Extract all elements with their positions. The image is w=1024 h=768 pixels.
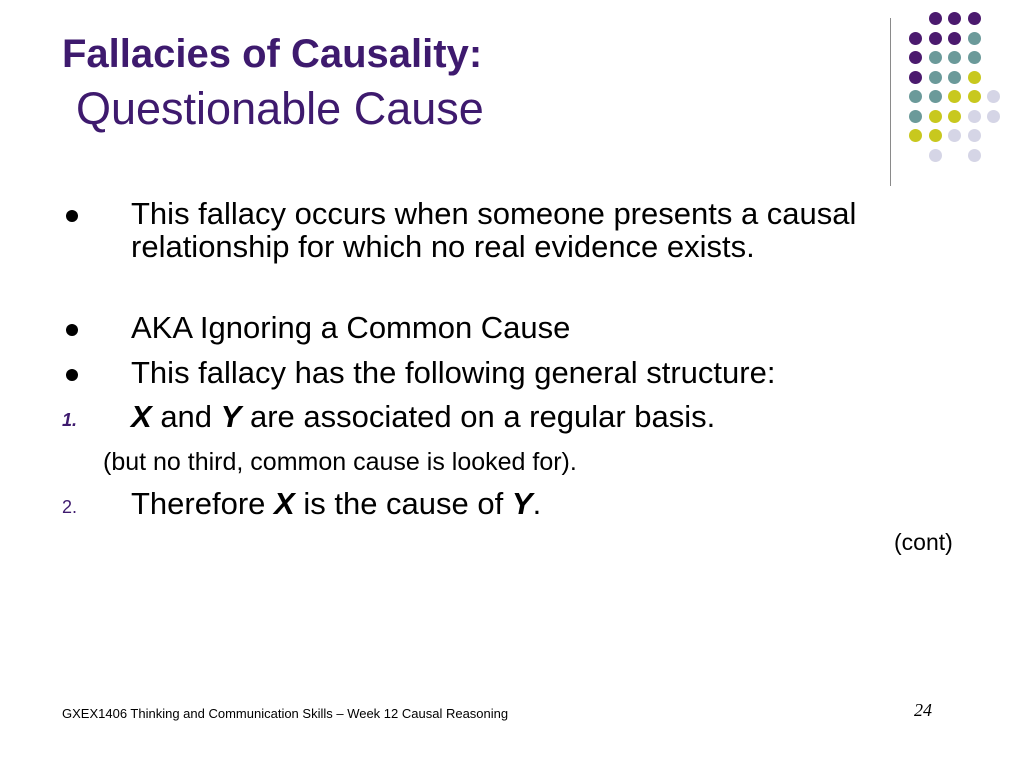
step-1-rest: are associated on a regular basis. — [249, 399, 716, 434]
bullet-1-text: This fallacy occurs when someone presents a causal relationship for which no real evidence exists. — [131, 196, 857, 264]
slide-footer: GXEX1406 Thinking and Communication Skills – Week 12 Causal Reasoning — [62, 706, 509, 721]
step-2-pre: Therefore — [131, 486, 266, 521]
step-2-end: . — [532, 486, 542, 521]
bullet-marker — [66, 369, 78, 381]
title-subtitle: Questionable Cause — [76, 83, 484, 134]
step-2-marker: 2. — [62, 497, 78, 517]
bullet-marker — [66, 210, 78, 222]
variable-x: X — [274, 486, 295, 521]
variable-y: Y — [511, 486, 533, 521]
variable-x: X — [131, 399, 152, 434]
step-1-text — [131, 400, 921, 433]
title-main: Fallacies of Causality: — [62, 32, 483, 76]
step-1-and: and — [160, 399, 213, 434]
step-1-note: (but no third, common cause is looked for). — [103, 448, 577, 476]
variable-y: Y — [220, 399, 242, 434]
step-2-text — [131, 487, 921, 520]
step-2-mid: is the cause of — [303, 486, 504, 521]
bullet-marker — [66, 324, 78, 336]
bullet-2-text: AKA Ignoring a Common Cause — [131, 310, 571, 345]
continued-note: (cont) — [894, 529, 953, 555]
bullet-3-text: This fallacy has the following general structure: — [131, 355, 776, 390]
step-1-marker: 1. — [62, 410, 78, 430]
page-number: 24 — [914, 700, 932, 720]
